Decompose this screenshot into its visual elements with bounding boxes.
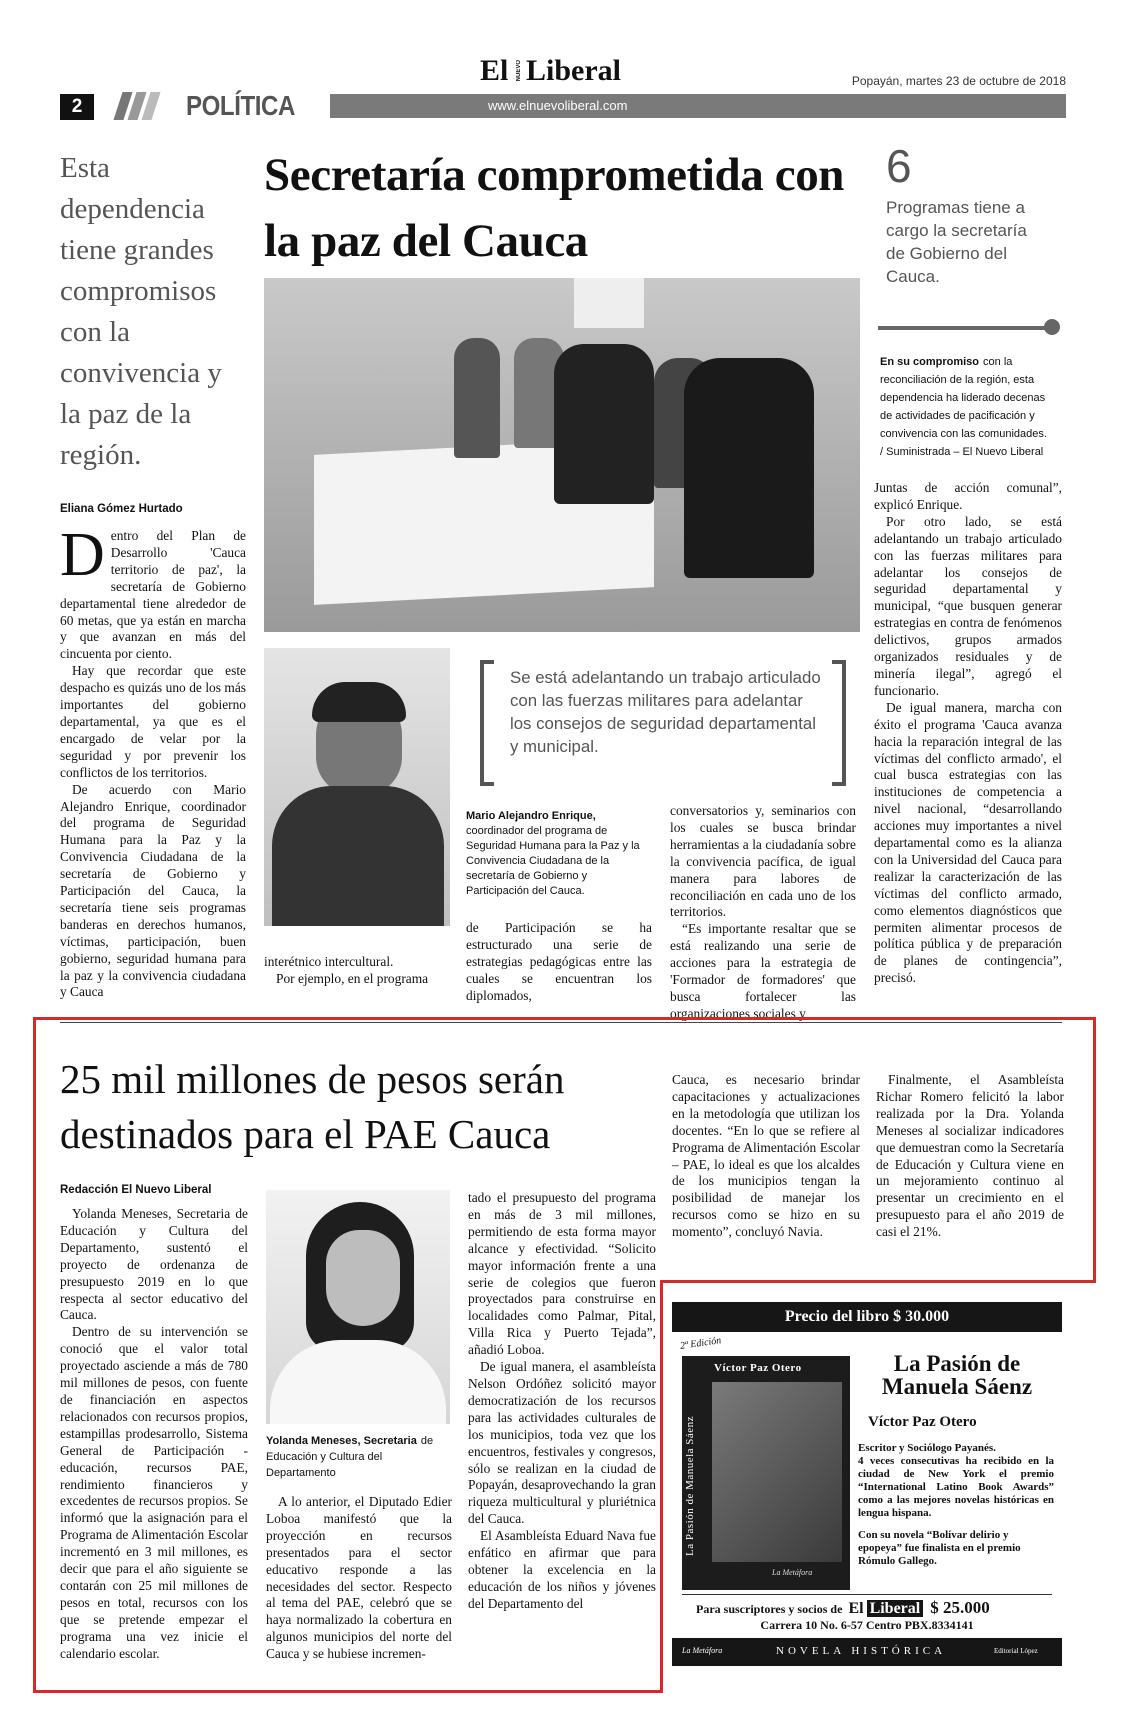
book-cover: Víctor Paz Otero La Pasión de Manuela Sáenz La Metáfora xyxy=(682,1356,850,1590)
pullquote-left: Esta dependencia tiene grandes compromisos con la convivencia y la paz de la región. xyxy=(60,152,222,471)
article2-headline: 25 mil millones de pesos serán destinados para el PAE Cauca xyxy=(60,1056,565,1157)
ad-rule xyxy=(682,1594,1052,1595)
dateline: Popayán, martes 23 de octubre de 2018 xyxy=(851,74,1066,88)
page-header xyxy=(60,56,1066,122)
ad-address: Carrera 10 No. 6-57 Centro PBX.8334141 xyxy=(760,1618,974,1632)
article1-col3: de Participación se ha estructurado una serie de estrategias pedagógicas entre las cuales se encuentran los diplomados, xyxy=(466,920,652,1003)
section-title: POLÍTICA xyxy=(186,90,295,121)
article1-headline: Secretaría comprometida con la paz del Cauca xyxy=(264,149,845,267)
ad-footer-bar: La Metáfora NOVELA HISTÓRICA Editorial López xyxy=(672,1638,1062,1666)
ad-book-title: La Pasión de Manuela Sáenz xyxy=(881,1351,1033,1399)
stat-dot-icon xyxy=(1044,319,1060,335)
ad-price-banner: Precio del libro $ 30.000 xyxy=(672,1302,1062,1332)
ad-subscribers-line: Para suscriptores y socios de El Liberal $ 25.000 xyxy=(696,1598,990,1617)
meeting-photo xyxy=(264,278,860,632)
portrait-photo-enrique xyxy=(264,648,450,926)
article1-col2: interétnico intercultural. Por ejemplo, en el programa xyxy=(264,954,429,986)
bracket-right-icon xyxy=(832,660,846,786)
article2-photo-caption: Yolanda Meneses, Secretaria de Educación y Cultura del Departamento xyxy=(266,1435,434,1479)
masthead-logo: El NUEVO Liberal xyxy=(480,54,621,87)
article2-col1: Yolanda Meneses, Secretaria de Educación y Cultura del Departamento, sustentó el proyecto de ordenanza de presupuesto 2019 en lo que respecta al sector educativo del Cauca. Dentro de su intervención se conoció que el valor total proyectado asciende a más de 780 mil millones de pesos, con fuente de financiación en aspectos relacionados con recursos propios, estampillas prodesarrollo, Sistema General de Participación - educación, recursos PAE, rendimiento financieros y excedentes de recursos propios. Se informó que la asignación para el Programa de Alimentación Escolar incrementó en 3 mil millones, es decir que para el año siguiente se contarán con 25 mil millones de pesos en total, recursos con los que se pretende empezar el programa una vez inicie el calendario escolar. xyxy=(60,1206,248,1661)
article2-col5: Finalmente, el Asambleísta Richar Romero felicitó la labor realizada por la Dra. Yolanda Meneses al socializar indicadores que demuestran como la Secretaría de Educación y Cultura viene en un mejoramiento continuo al presentar un crecimiento en el presupuesto para el año 2019 de casi el 21%. xyxy=(876,1072,1064,1240)
book-ad[interactable] xyxy=(672,1302,1062,1666)
article-divider xyxy=(60,1022,1062,1023)
photo2-caption: Mario Alejandro Enrique, coordinador del programa de Seguridad Humana para la Paz y la Convivencia Ciudadana de la secretaría de Gobierno y Participación del Cauca. xyxy=(466,810,640,897)
header-bar xyxy=(330,94,1066,118)
article1-byline: Eliana Gómez Hurtado xyxy=(60,503,183,515)
website-url[interactable]: www.elnuevoliberal.com xyxy=(488,98,628,113)
article1-col5: Juntas de acción comunal”, explicó Enrique. Por otro lado, se está adelantando un trabajo articulado con las fuerzas militares para adelantar los consejos de seguridad departamental y municipal, “que busquen generar estrategias en contra de fenómenos delictivos, grupos armados organizados residuales y de minería ilegal”, agregó el funcionario. De igual manera, marcha con éxito el programa 'Cauca avanza hacia la reparación integral de las víctimas del conflicto armado', el cual busca estrategias con las instituciones de competencia a nivel nacional, “desarrollando acciones muy importantes a nivel departamental como es la alianza con la Universidad del Cauca para realizar la caracterización de las víctimas del conflicto armado, como elementos diagnósticos que permiten alimentar procesos de política pública y de preparación de planes de contingencia”, precisó. xyxy=(874,480,1062,986)
article2-col4: Cauca, es necesario brindar capacitaciones y actualizaciones en la metodología que utilizan los docentes. “En lo que se refiere al Programa de Alimentación Escolar – PAE, lo ideal es que los alcaldes de los municipios tengan la posibilidad de manejar los recursos como se hizo en su momento”, concluyó Navia. xyxy=(672,1072,860,1240)
ad-author: Víctor Paz Otero xyxy=(868,1414,977,1430)
stat-number: 6 xyxy=(886,140,912,192)
cover-artwork xyxy=(712,1382,842,1562)
ad-blurb: Escritor y Sociólogo Payanés. 4 veces consecutivas ha recibido en la ciudad de New York el premio “International Latino Book Awards” como a las mejores novelas históricas en lengua hispana. Con su novela “Bolívar delirio y epopeya” fue finalista en el premio Rómulo Gallego. xyxy=(858,1442,1054,1567)
stat-divider xyxy=(878,326,1046,330)
page-number: 2 xyxy=(60,94,94,120)
photo1-caption: En su compromiso con la reconciliación de la región, esta dependencia ha liderado decenas de actividades de pacificación y convivencia con las comunidades. / Suministrada – El Nuevo Liberal xyxy=(880,356,1047,458)
article1-col4: conversatorios y, seminarios con los cuales se busca brindar herramientas a la ciudadanía sobre la convivencia pacífica, de igual manera para labores de reconciliación en cada uno de los territorios. “Es importante resaltar que se está realizando una serie de acciones para la estrategia de 'Formador de formadores' que busca fortalecer las organizaciones sociales y xyxy=(670,803,856,1021)
article2-byline: Redacción El Nuevo Liberal xyxy=(60,1184,212,1196)
stat-text: Programas tiene a cargo la secretaría de Gobierno del Cauca. xyxy=(886,198,1027,286)
portrait-photo-meneses xyxy=(266,1190,450,1424)
bracket-left-icon xyxy=(480,660,494,786)
article1-col1: Dentro del Plan de Desarrollo 'Cauca territorio de paz', la secretaría de Gobierno departamental tiene alrededor de 60 metas, que ya están en marcha y que avanzan en más del cincuenta por ciento. Hay que recordar que este despacho es quizás uno de los más importantes del gobierno departamental, ya que es el encargado de velar por la seguridad y por prevenir los conflictos de los territorios. De acuerdo con Mario Alejandro Enrique, coordinador del programa de Seguridad Humana para la Paz y la Convivencia Ciudadana de la secretaría de Gobierno y Participación del Cauca, la secretaría tiene seis programas banderas en derechos humanos, víctimas, participación, buen gobierno, seguridad humana para la paz y la convivencia ciudadana y Cauca xyxy=(60,521,246,1000)
article2-col3: tado el presupuesto del programa en más de 3 mil millones, permitiendo de esta forma mayor alcance y efectividad. “Solicito mayor información frente a una serie de colegios que fueron proyectados para construirse en localidades como Palmar, Pital, Villa Rica y Puerto Tejada”, añadió Loboa. De igual manera, el asambleísta Nelson Ordóñez solicitó mayor democratización de los recursos para las actividades culturales de los municipios, toda vez que los encuentros, festivales y congresos, sólo se realizan en la ciudad de Popayán, desaprovechando la gran riqueza multicultural y pluriétnica del Cauca. El Asambleísta Eduard Nava fue enfático en afirmar que para obtener la excelencia en la educación de los niños y jóvenes del Departamento del xyxy=(468,1190,656,1611)
ad-edition-badge: 2ª Edición xyxy=(679,1335,722,1352)
article2-col2: A lo anterior, el Diputado Edier Loboa manifestó que la proyección en recursos presentados para el sector educativo responde a las necesidades del sector. Respecto al tema del PAE, celebró que se haya normalizado la cobertura en algunos municipios del norte del Cauca y se hubiese incremen- xyxy=(266,1494,452,1662)
pullquote-center: Se está adelantando un trabajo articulado con las fuerzas militares para adelantar los consejos de seguridad departamental y municipal. xyxy=(480,660,846,786)
